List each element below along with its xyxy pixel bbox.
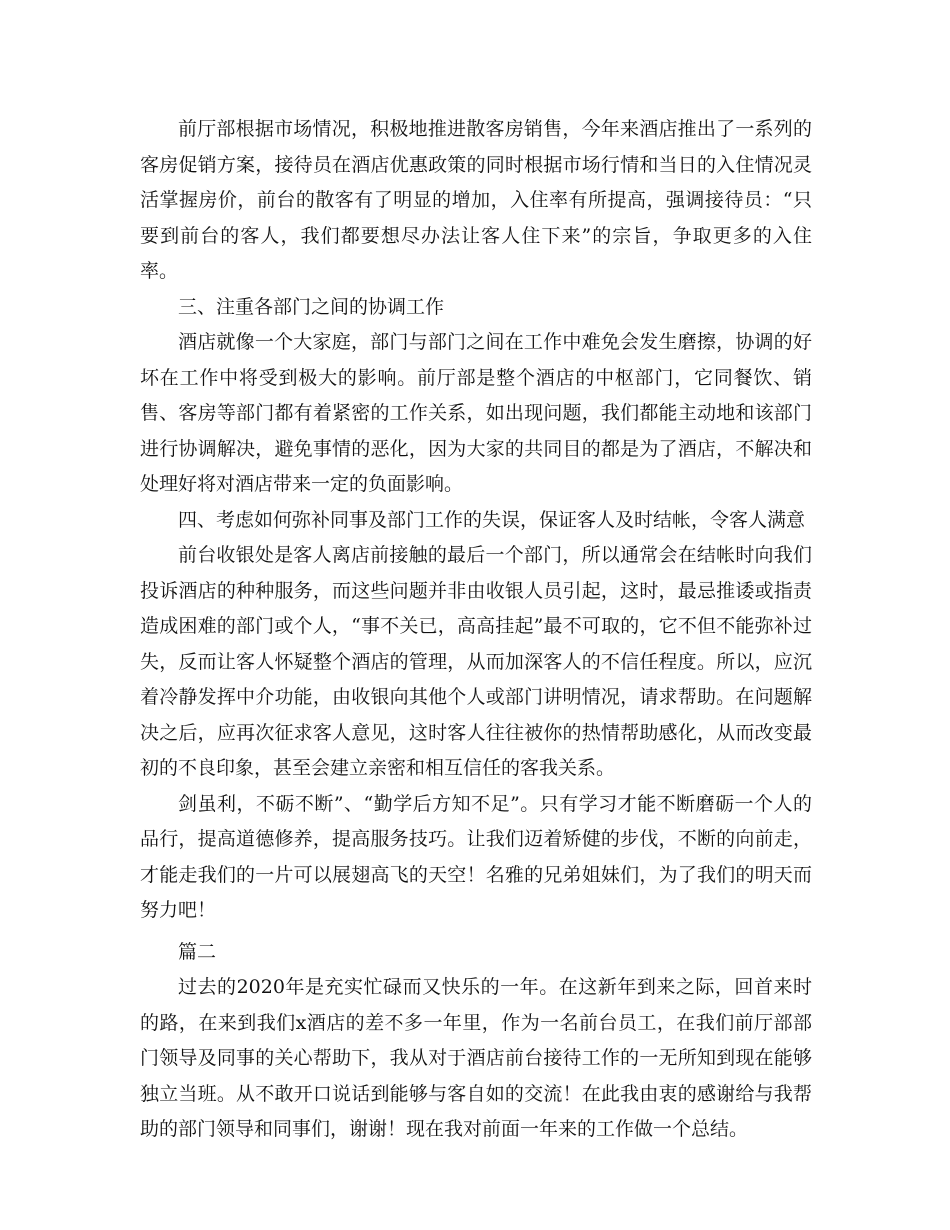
paragraph-learning-motto: 剑虽利，不砺不断”、“勤学后方知不足”。只有学习才能不断磨砺一个人的品行，提高道德修养，提高服务技巧。让我们迈着矫健的步伐，不断的向前走，才能走我们的一片可以展翅高飞的天空！名雅的兄弟姐妹们，为了我们的明天而努力吧！	[140, 792, 812, 921]
paragraph-year-review: 过去的2020年是充实忙碌而又快乐的一年。在这新年到来之际，回首来时的路，在来到我们x酒店的差不多一年里，作为一名前台员工，在我们前厅部部门领导及同事的关心帮助下，我从对于酒店前台接待工作的一无所知到现在能够独立当班。从不敢开口说话到能够与客自如的交流！在此我由衷的感谢给与我帮助的部门领导和同事们，谢谢！现在我对前面一年来的工作做一个总结。	[140, 976, 812, 1140]
section-heading-remedy-mistakes: 四、考虑如何弥补同事及部门工作的失误，保证客人及时结帐，令客人满意	[178, 508, 806, 531]
paragraph-department-coordination: 酒店就像一个大家庭，部门与部门之间在工作中难免会发生磨擦，协调的好坏在工作中将受到极大的影响。前厅部是整个酒店的中枢部门，它同餐饮、销售、客房等部门都有着紧密的工作关系，如出现问题，我们都能主动地和该部门进行协调解决，避免事情的恶化，因为大家的共同目的都是为了酒店，不解决和处理好将对酒店带来一定的负面影响。	[140, 331, 812, 495]
paragraph-front-office-sales: 前厅部根据市场情况，积极地推进散客房销售，今年来酒店推出了一系列的客房促销方案，接待员在酒店优惠政策的同时根据市场行情和当日的入住情况灵活掌握房价，前台的散客有了明显的增加，入住率有所提高，强调接待员：“只要到前台的客人，我们都要想尽办法让客人住下来”的宗旨，争取更多的入住率。	[140, 118, 812, 282]
section-title-part-two: 篇二	[178, 940, 217, 963]
section-heading-coordination: 三、注重各部门之间的协调工作	[178, 295, 445, 318]
paragraph-cashier-service: 前台收银处是客人离店前接触的最后一个部门，所以通常会在结帐时向我们投诉酒店的种种服务，而这些问题并非由收银人员引起，这时，最忌推诿或指责造成困难的部门或个人，“事不关已，高高挂起”最不可取的，它不但不能弥补过失，反而让客人怀疑整个酒店的管理，从而加深客人的不信任程度。所以，应沉着冷静发挥中介功能，由收银向其他个人或部门讲明情况，请求帮助。在问题解决之后，应再次征求客人意见，这时客人往往被你的热情帮助感化，从而改变最初的不良印象，甚至会建立亲密和相互信任的客我关系。	[140, 544, 812, 779]
document-body	[140, 112, 812, 1148]
